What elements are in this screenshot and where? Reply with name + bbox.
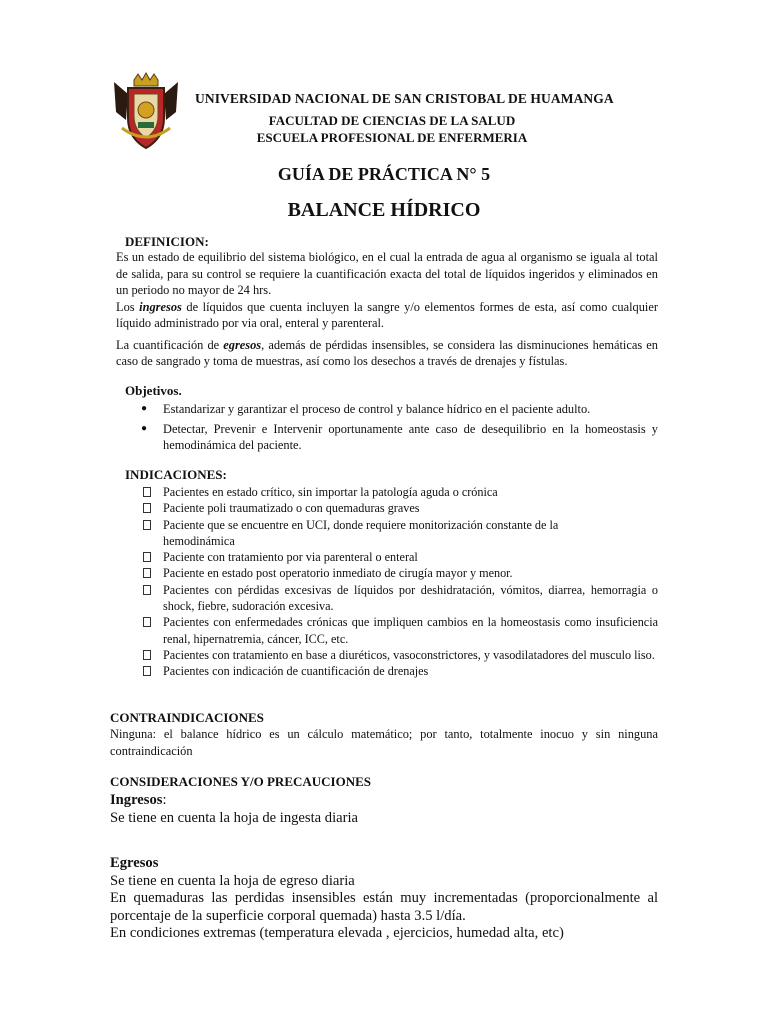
text-span: La cuantificación de xyxy=(116,337,224,352)
checkbox-glyph-icon xyxy=(143,650,151,660)
definicion-paragraph-3 xyxy=(116,337,658,370)
list-item xyxy=(141,484,658,500)
list-item xyxy=(141,549,658,565)
egresos-line: En quemaduras las perdidas insensibles están muy incrementadas (proporcionalmente al porcentaje de la superficie corporal quemada) hasta 3.5 l/día. xyxy=(110,890,658,924)
definicion-paragraph-2 xyxy=(116,299,658,332)
list-item xyxy=(141,517,658,550)
ingresos-text: Se tiene en cuenta la hoja de ingesta diaria xyxy=(110,809,358,826)
checkbox-glyph-icon xyxy=(143,585,151,595)
text-span: Los xyxy=(116,299,140,314)
guide-number: GUÍA DE PRÁCTICA N° 5 xyxy=(277,164,491,184)
indicaciones-heading: INDICACIONES: xyxy=(125,467,227,482)
university-name: UNIVERSIDAD NACIONAL DE SAN CRISTOBAL DE HUAMANGA xyxy=(195,91,614,106)
checkbox-glyph-icon xyxy=(143,568,151,578)
list-item-text: Pacientes con enfermedades crónicas que impliquen cambios en la homeostasis como insuficiencia renal, hipernatremia, cáncer, ICC, etc. xyxy=(163,615,658,646)
contraindicaciones-text: Ninguna: el balance hídrico es un cálculo matemático; por tanto, totalmente inocuo y sin ninguna contraindicación xyxy=(110,727,658,758)
text-span: , además de pérdidas insensibles, se considera las disminuciones hemáticas en caso de sangrado y toma de muestras, así como los desechos a través de drenajes y fístulas. xyxy=(116,337,658,368)
checkbox-glyph-icon xyxy=(143,487,151,497)
egresos-line: Se tiene en cuenta la hoja de egreso diaria xyxy=(110,872,355,889)
text-span: de líquidos que cuenta incluyen la sangre y/o elementos formes de esta, así como cualquier líquido administrado por via oral, enteral y parenteral. xyxy=(116,299,658,330)
faculty-name: FACULTAD DE CIENCIAS DE LA SALUD xyxy=(268,113,516,128)
list-item xyxy=(141,647,658,663)
checkbox-glyph-icon xyxy=(143,666,151,676)
list-item xyxy=(141,663,658,679)
ingresos-colon: : xyxy=(162,792,167,808)
list-item xyxy=(141,565,658,581)
egresos-label: Egresos xyxy=(110,855,159,871)
definicion-heading: DEFINICION: xyxy=(125,234,209,249)
list-item-text: Paciente en estado post operatorio inmediato de cirugía mayor y menor. xyxy=(163,566,513,581)
list-item-text: Paciente poli traumatizado o con quemaduras graves xyxy=(163,501,420,516)
egresos-emphasis: egresos xyxy=(223,337,262,352)
egresos-block xyxy=(110,855,658,943)
list-item-text: Pacientes con pérdidas excesivas de líquidos por deshidratación, vómitos, diarrea, hemorragia o shock, fiebre, sudoración excesiva. xyxy=(163,582,658,614)
ingresos-label-line xyxy=(110,792,658,810)
list-item-text: Pacientes con indicación de cuantificación de drenajes xyxy=(163,664,429,679)
list-item xyxy=(141,614,658,647)
consideraciones-heading: CONSIDERACIONES Y/O PRECAUCIONES xyxy=(110,774,372,789)
bullet-icon: ● xyxy=(141,403,148,414)
ingresos-label: Ingresos xyxy=(110,792,163,808)
list-item-text: Estandarizar y garantizar el proceso de control y balance hídrico en el paciente adulto. xyxy=(163,402,591,416)
checkbox-glyph-icon xyxy=(143,520,151,530)
checkbox-glyph-icon xyxy=(143,617,151,627)
list-item-text: Detectar, Prevenir e Intervenir oportunamente ante caso de desequilibrio en la homeostasis y hemodinámica del paciente. xyxy=(163,421,658,452)
list-item xyxy=(141,582,658,615)
school-name: ESCUELA PROFESIONAL DE ENFERMERIA xyxy=(256,130,528,145)
checkbox-glyph-icon xyxy=(143,503,151,513)
contraindicaciones-heading: CONTRAINDICACIONES xyxy=(110,710,264,725)
document-title: BALANCE HÍDRICO xyxy=(287,199,481,221)
list-item-text: Paciente con tratamiento por via parenteral o enteral xyxy=(163,550,418,565)
ingresos-block xyxy=(110,792,658,827)
list-item xyxy=(141,500,658,516)
definicion-body xyxy=(116,249,658,370)
indicaciones-list xyxy=(141,484,658,680)
objetivos-heading: Objetivos. xyxy=(125,383,182,398)
ingresos-emphasis: ingresos xyxy=(139,299,182,314)
university-crest-icon xyxy=(108,72,184,152)
bullet-icon: ● xyxy=(141,422,148,434)
definicion-paragraph-1: Es un estado de equilibrio del sistema biológico, en el cual la entrada de agua al organismo se iguala al total de salida, para su control se requiere la cuantificación exacta del total de líquidos ingeridos y eliminados en un periodo no mayor de 24 hrs. xyxy=(116,250,658,297)
objetivos-list xyxy=(141,401,658,454)
egresos-line: En condiciones extremas (temperatura elevada , ejercicios, humedad alta, etc) xyxy=(110,925,564,941)
checkbox-glyph-icon xyxy=(143,552,151,562)
list-item xyxy=(141,421,658,454)
list-item-text: Paciente que se encuentre en UCI, donde requiere monitorización constante de la hemodinámica xyxy=(163,517,559,548)
list-item xyxy=(141,401,658,418)
list-item-text: Pacientes con tratamiento en base a diuréticos, vasoconstrictores, y vasodilatadores del musculo liso. xyxy=(163,647,655,662)
list-item-text: Pacientes en estado crítico, sin importar la patología aguda o crónica xyxy=(163,485,498,499)
